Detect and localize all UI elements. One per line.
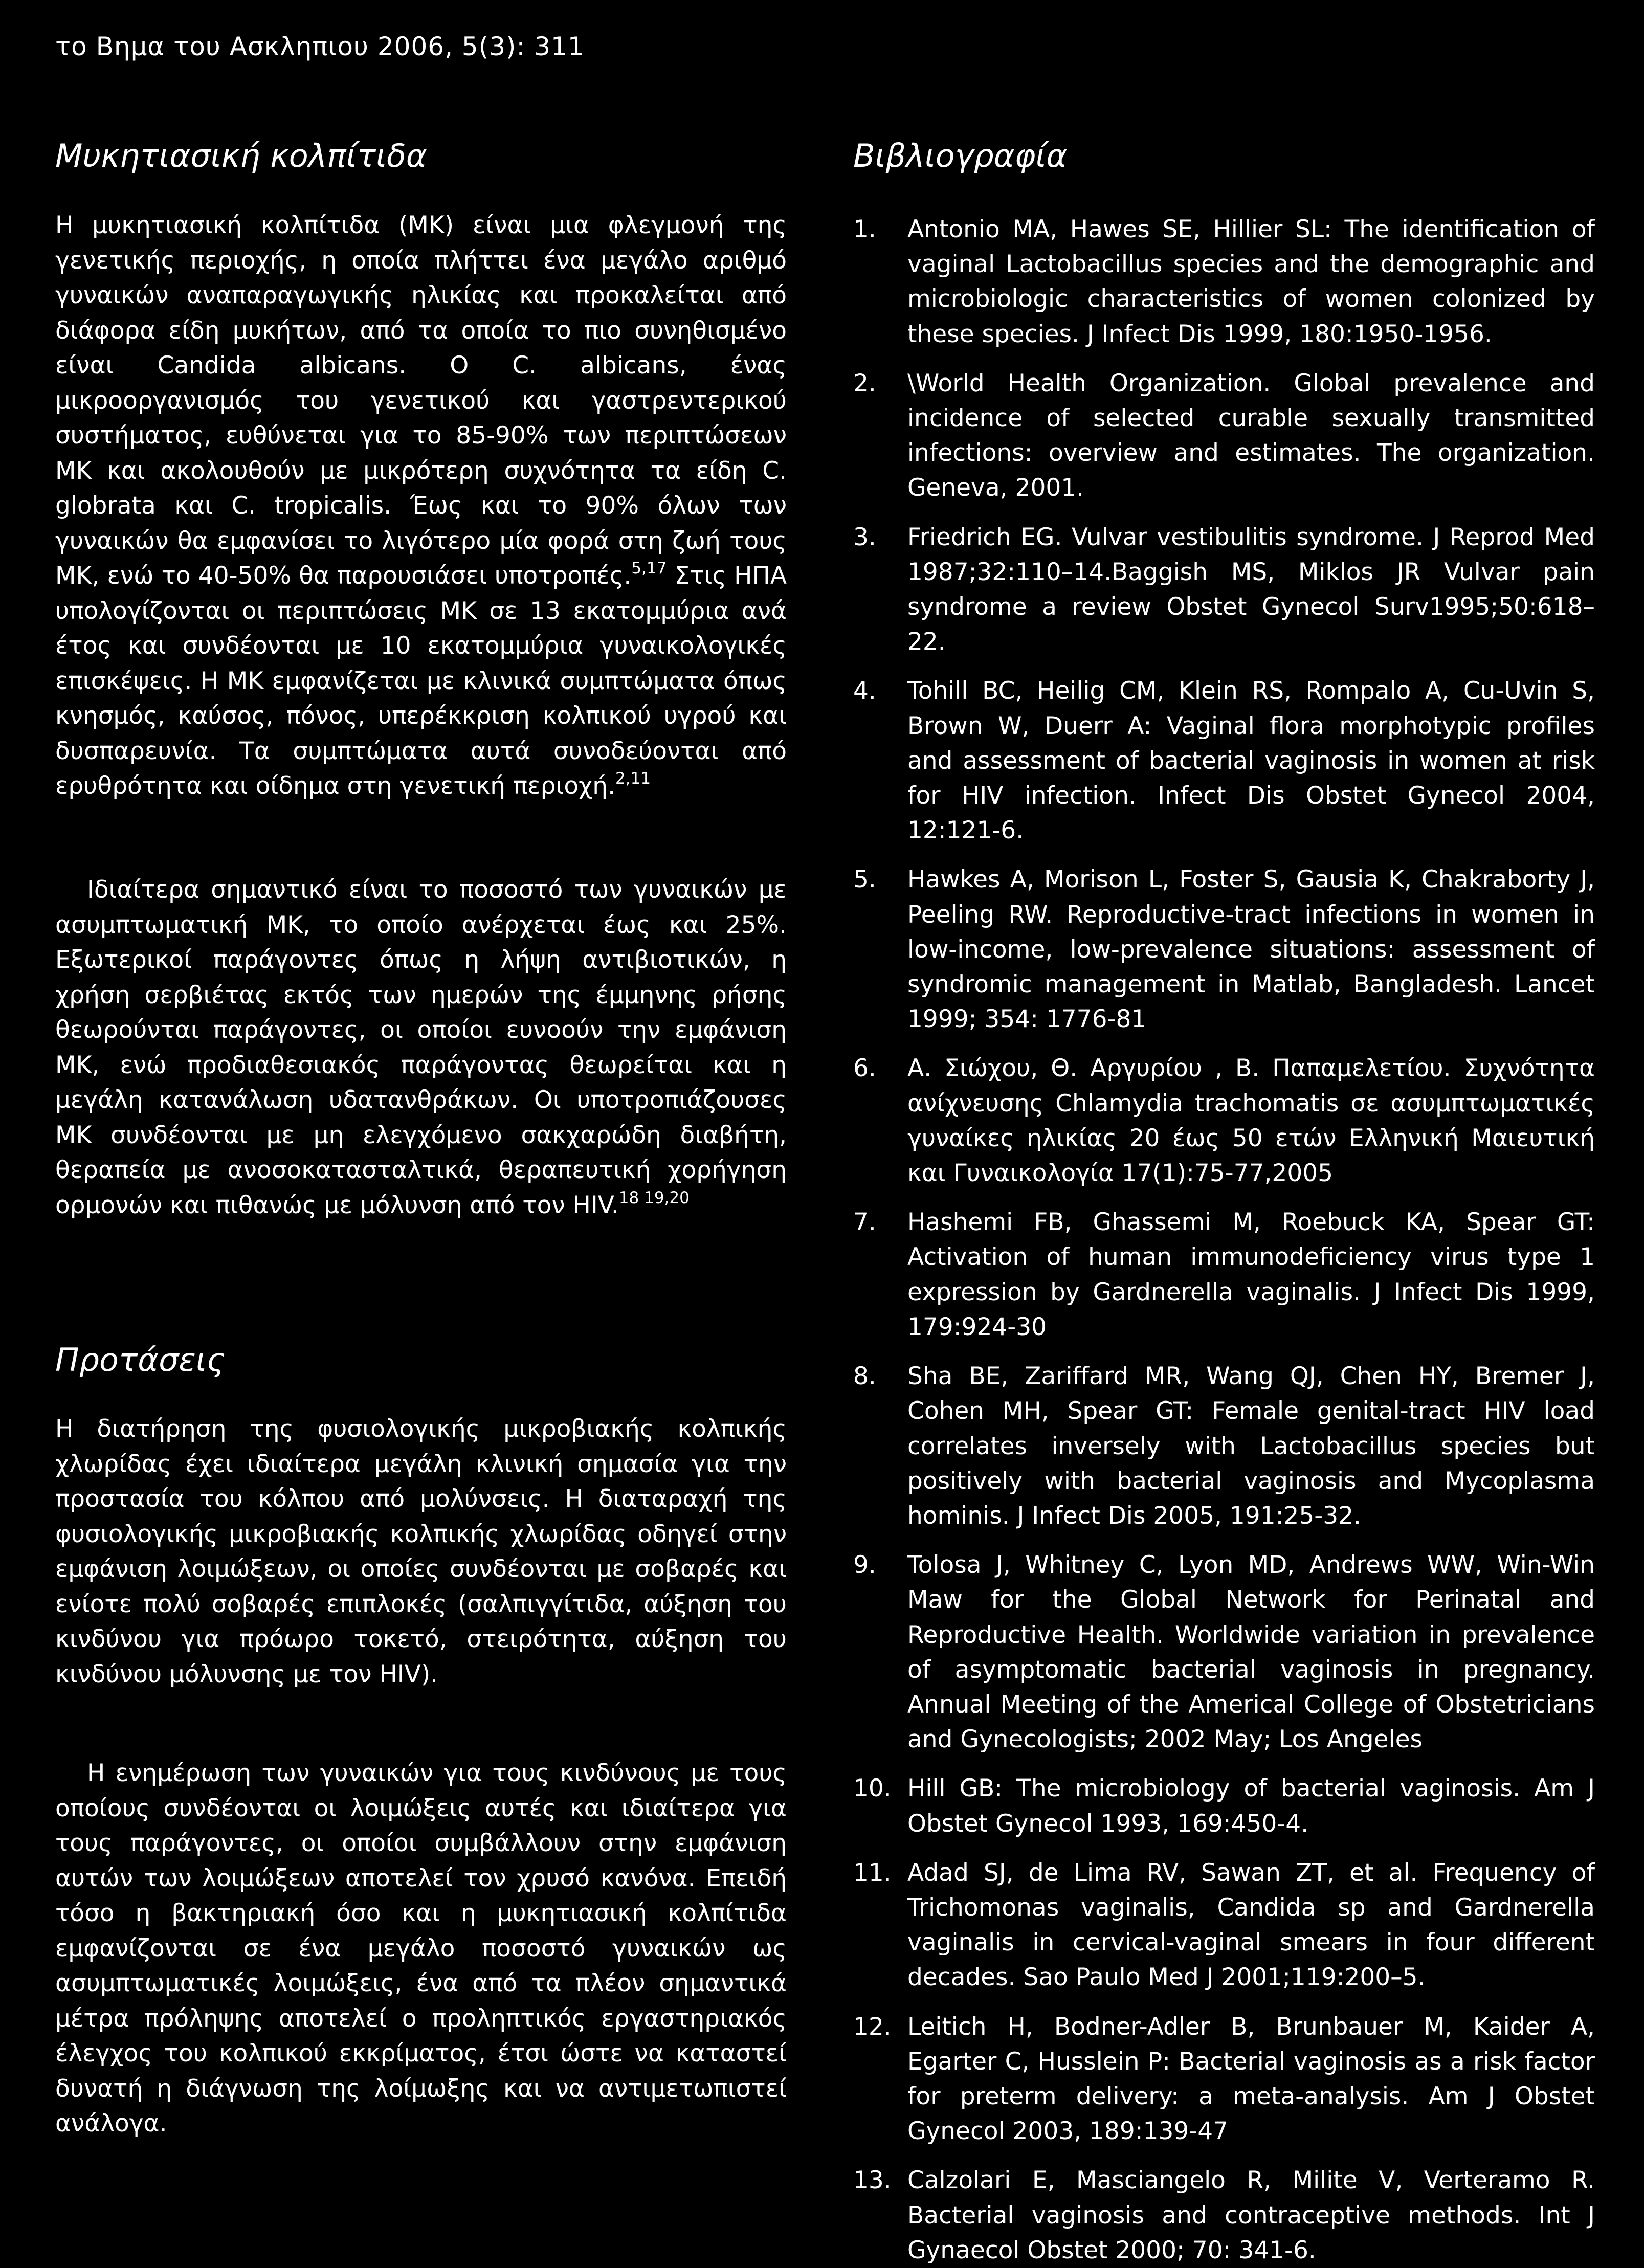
reference-item <box>853 520 1595 660</box>
reference-number: 2. <box>853 369 876 397</box>
reference-number: 8. <box>853 1362 876 1391</box>
reference-text: Sha BE, Zariffard MR, Wang QJ, Chen HY, Bremer J, Cohen MH, Spear GT: Female genital-tract HIV load correlates inversely with Lactobacillus species but positively with bacterial vaginosis and Mycoplasma hominis. J Infect Dis 2005, 191:25-32. <box>907 1362 1595 1530</box>
reference-item <box>853 1205 1595 1345</box>
reference-text: \World Health Organization. Global prevalence and incidence of selected curable sexually transmitted infections: overview and estimates. The organization. Geneva, 2001. <box>907 369 1595 502</box>
paragraph-candidiasis-intro <box>55 208 787 804</box>
reference-text: Friedrich EG. Vulvar vestibulitis syndrome. J Reprod Med 1987;32:110–14.Baggish MS, Miklos JR Vulvar pain syndrome a review Obstet Gynecol Surv1995;50:618–22. <box>907 523 1595 656</box>
reference-list <box>853 212 1595 2268</box>
reference-number: 6. <box>853 1054 876 1083</box>
reference-text: Tolosa J, Whitney C, Lyon MD, Andrews WW, Win-Win Maw for the Global Network for Perinatal and Reproductive Health. Worldwide variation in prevalence of asymptomatic bacterial vaginosis in pregnancy. Annual Meeting of the Americal College of Obstetricians and Gynecologists; 2002 May; Los Angeles <box>907 1551 1595 1754</box>
paragraph-text: Στις ΗΠΑ υπολογίζονται οι περιπτώσεις ΜΚ σε 13 εκατομμύρια ανά έτος και συνδέονται με 10 εκατομμύρια γυναικολογικές επισκέψεις. Η ΜΚ εμφανίζεται με κλινικά συμπτώματα όπως κνησμός, καύσος, πόνος, υπερέκκριση κολπικού υγρού και δυσπαρευνία. Τα συμπτώματα αυτά συνοδεύονται από ερυθρότητα και οίδημα στη γενετική περιοχή. <box>55 562 787 800</box>
citation-superscript: 5,17 <box>631 559 667 577</box>
reference-item <box>853 1359 1595 1533</box>
reference-number: 7. <box>853 1208 876 1237</box>
paragraph-text: Ιδιαίτερα σημαντικό είναι το ποσοστό των γυναικών με ασυμπτωματική ΜΚ, το οποίο ανέρχεται έως και 25%. Εξωτερικοί παράγοντες όπως η λήψη αντιβιοτικών, η χρήση σερβιέτας εκτός των ημερών της έμμηνης ρήσης θεωρούνται παράγοντες, οι οποίοι ευνοούν την εμφάνιση ΜΚ, ενώ προδιαθεσιακός παράγοντας θεωρείται και η μεγάλη κατανάλωση υδατανθράκων. Οι υποτροπιάζουσες ΜΚ συνδέονται με μη ελεγχόμενο σακχαρώδη διαβήτη, θεραπεία με ανοσοκατασταλτικά, θεραπευτική χορήγηση ορμονών και πιθανώς με μόλυνση από τον HIV. <box>55 876 787 1219</box>
reference-item <box>853 1771 1595 1841</box>
reference-item <box>853 2163 1595 2268</box>
bibliography-title: Βιβλιογραφία <box>853 137 1068 174</box>
reference-item <box>853 366 1595 506</box>
reference-item <box>853 862 1595 1037</box>
reference-number: 12. <box>853 2012 892 2041</box>
reference-text: Adad SJ, de Lima RV, Sawan ZT, et al. Frequency of Trichomonas vaginalis, Candida sp and Gardnerella vaginalis in cervical-vaginal smears in four different decades. Sao Paulo Med J 2001;119:200–5. <box>907 1858 1595 1992</box>
reference-text: Α. Σιώχου, Θ. Αργυρίου , Β. Παπαμελετίου. Συχνότητα ανίχνευσης Chlamydia trachomatis σε ασυμπτωματικές γυναίκες ηλικίας 20 έως 50 ετών Ελληνική Μαιευτική και Γυναικολογία 17(1):75-77,2005 <box>907 1054 1595 1188</box>
citation-superscript: 2,11 <box>615 769 651 788</box>
paragraph-asymptomatic <box>55 873 787 1223</box>
paragraph-proposals: Η διατήρηση της φυσιολογικής μικροβιακής κολπικής χλωρίδας έχει ιδιαίτερα μεγάλη κλινική σημασία για την προστασία του κόλπου από μολύνσεις. Η διαταραχή της φυσιολογικής μικροβιακής κολπικής χλωρίδας οδηγεί στην εμφάνιση λοιμώξεων, οι οποίες συνδέονται με σοβαρές και ενίοτε πολύ σοβαρές επιπλοκές (σαλπιγγίτιδα, αύξηση του κινδύνου για πρόωρο τοκετό, στειρότητα, αύξηση του κινδύνου μόλυνσης με τον HIV). <box>55 1415 787 1688</box>
reference-number: 10. <box>853 1774 892 1803</box>
citation-superscript: 18 19,20 <box>618 1188 690 1207</box>
reference-text: Calzolari E, Masciangelo R, Milite V, Verteramo R. Bacterial vaginosis and contraceptive methods. Int J Gynaecol Obstet 2000; 70: 341-6. <box>907 2166 1595 2264</box>
reference-text: Antonio MA, Hawes SE, Hillier SL: The identification of vaginal Lactobacillus species and the demographic and microbiologic characteristics of women colonized by these species. J Infect Dis 1999, 180:1950-1956. <box>907 215 1595 348</box>
reference-number: 1. <box>853 215 876 243</box>
section-title-proposals: Προτάσεις <box>55 1341 226 1378</box>
reference-text: Leitich H, Bodner-Adler B, Brunbauer M, Kaider A, Egarter C, Husslein P: Bacterial vaginosis as a risk factor for preterm delivery: a meta-analysis. Am J Obstet Gynecol 2003, 189:139-47 <box>907 2012 1595 2146</box>
reference-text: Hill GB: The microbiology of bacterial vaginosis. Am J Obstet Gynecol 1993, 169:450-4. <box>907 1774 1595 1838</box>
reference-item <box>853 212 1595 352</box>
reference-number: 4. <box>853 677 876 705</box>
reference-text: Hashemi FB, Ghassemi M, Roebuck KA, Spear GT: Activation of human immunodeficiency virus type 1 expression by Gardnerella vaginalis. J Infect Dis 1999, 179:924-30 <box>907 1208 1595 1341</box>
reference-text: Hawkes A, Morison L, Foster S, Gausia K, Chakraborty J, Peeling RW. Reproductive-tract infections in women in low-income, low-prevalence situations: assessment of syndromic management in Matlab, Bangladesh. Lancet 1999; 354: 1776-81 <box>907 865 1595 1034</box>
reference-text: Tohill BC, Heilig CM, Klein RS, Rompalo A, Cu-Uvin S, Brown W, Duerr A: Vaginal flora morphotypic profiles and assessment of bacterial vaginosis in women at risk for HIV infection. Infect Dis Obstet Gynecol 2004, 12:121-6. <box>907 677 1595 845</box>
reference-item <box>853 2010 1595 2149</box>
reference-item <box>853 674 1595 848</box>
reference-item <box>853 1548 1595 1757</box>
reference-item <box>853 1051 1595 1191</box>
reference-item <box>853 1856 1595 1995</box>
paragraph-text: Η μυκητιασική κολπίτιδα (ΜΚ) είναι μια φλεγμονή της γενετικής περιοχής, η οποία πλήττει ένα μεγάλο αριθμό γυναικών αναπαραγωγικής ηλικίας και προκαλείται από διάφορα είδη μυκήτων, από τα οποία το πιο συνηθισμένο είναι Candida albicans. O C. albicans, ένας μικροοργανισμός του γενετικού και γαστρεντερικού συστήματος, ευθύνεται για το 85-90% των περιπτώσεων ΜΚ και ακολουθούν με μικρότερη συχνότητα τα είδη C. globrata και C. tropicalis. Έως και το 90% όλων των γυναικών θα εμφανίσει το λιγότερο μία φορά στη ζωή τους ΜΚ, ενώ το 40-50% θα παρουσιάσει υποτροπές. <box>55 211 787 590</box>
running-head: το Βημα του Ασκληπιου 2006, 5(3): 311 <box>55 32 585 61</box>
reference-number: 5. <box>853 865 876 894</box>
reference-number: 3. <box>853 523 876 551</box>
section-title-candidiasis: Μυκητιασική κολπίτιδα <box>55 137 427 174</box>
reference-number: 9. <box>853 1551 876 1580</box>
reference-number: 11. <box>853 1858 892 1887</box>
reference-number: 13. <box>853 2166 892 2195</box>
paragraph-education: Η ενημέρωση των γυναικών για τους κινδύνους με τους οποίους συνδέονται οι λοιμώξεις αυτές και ιδιαίτερα για τους παράγοντες, οι οποίοι συμβάλλουν στην εμφάνιση αυτών των λοιμώξεων αποτελεί τον χρυσό κανόνα. Επειδή τόσο η βακτηριακή όσο και η μυκητιασική κολπίτιδα εμφανίζονται σε ένα μεγάλο ποσοστό γυναικών ως ασυμπτωματικές λοιμώξεις, ένα από τα πλέον σημαντικά μέτρα πρόληψης αποτελεί ο προληπτικός εργαστηριακός έλεγχος του κολπικού εκκρίματος, έτσι ώστε να καταστεί δυνατή η διάγνωση της λοίμωξης και να αντιμετωπιστεί ανάλογα. <box>55 1759 787 2138</box>
